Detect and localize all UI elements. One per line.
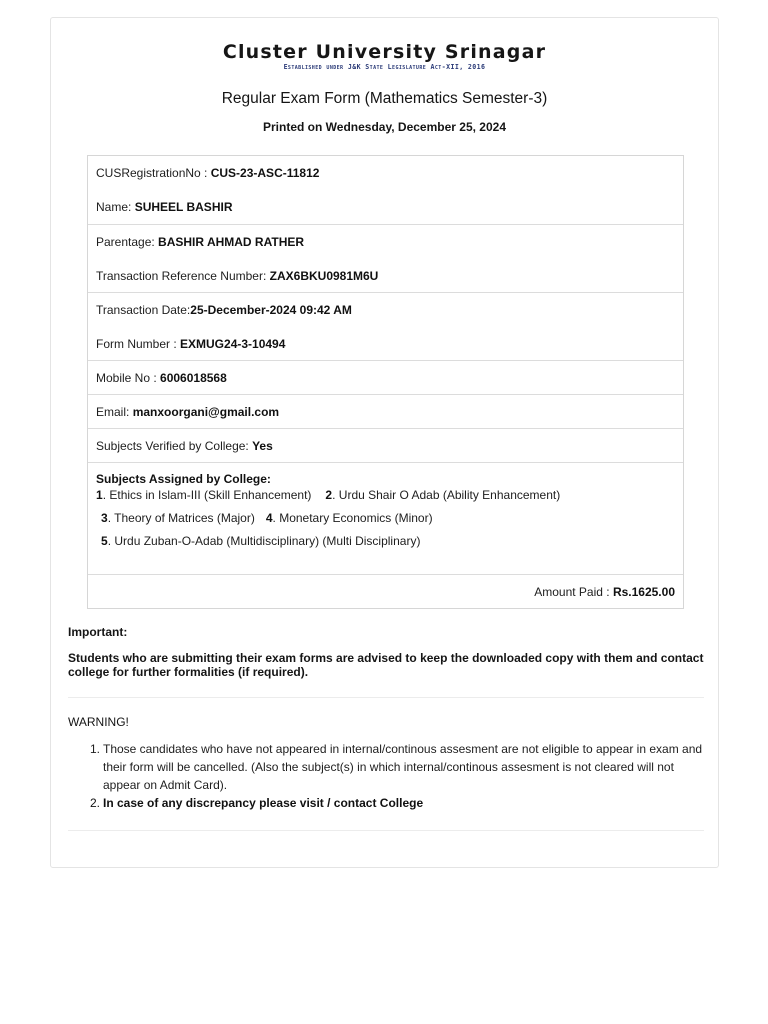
name-field bbox=[96, 199, 675, 215]
subject-item: 5. Urdu Zuban-O-Adab (Multidisciplinary) (Multi Disciplinary) bbox=[101, 534, 421, 548]
mobile-row bbox=[88, 360, 683, 394]
printed-date: Printed on Wednesday, December 25, 2024 bbox=[263, 120, 506, 134]
registration-label: CUSRegistrationNo : bbox=[96, 166, 211, 180]
verified-row bbox=[88, 428, 683, 462]
form-title: Regular Exam Form (Mathematics Semester-3) bbox=[221, 90, 548, 107]
email-row bbox=[88, 394, 683, 428]
form-number-value: EXMUG24-3-10494 bbox=[180, 337, 286, 351]
university-name: Cluster University Srinagar bbox=[222, 41, 547, 63]
subject-item: 4. Monetary Economics (Minor) bbox=[265, 511, 433, 525]
parentage-field bbox=[96, 234, 675, 250]
subjects-line-3 bbox=[96, 533, 675, 550]
subject-item: 1. Ethics in Islam-III (Skill Enhancement) bbox=[96, 488, 312, 502]
amount-label: Amount Paid : bbox=[534, 585, 613, 599]
transaction-ref-label: Transaction Reference Number: bbox=[96, 269, 270, 283]
name-label: Name: bbox=[96, 200, 135, 214]
mobile-value: 6006018568 bbox=[160, 371, 227, 385]
verified-label: Subjects Verified by College: bbox=[96, 439, 253, 453]
email-label: Email: bbox=[96, 405, 133, 419]
transaction-date-label: Transaction Date: bbox=[96, 303, 191, 317]
registration-value: CUS-23-ASC-11812 bbox=[210, 166, 320, 180]
university-logo bbox=[51, 41, 718, 72]
subjects-line-2 bbox=[96, 510, 675, 527]
student-details-table bbox=[87, 155, 684, 609]
warning-list bbox=[90, 740, 703, 812]
email-value: manxoorgani@gmail.com bbox=[132, 405, 280, 419]
parentage-transaction-row bbox=[88, 224, 683, 292]
mobile-label: Mobile No : bbox=[96, 371, 161, 385]
subjects-row bbox=[88, 462, 683, 574]
transaction-ref-field bbox=[96, 268, 675, 284]
parentage-label: Parentage: bbox=[96, 235, 159, 249]
important-notice: Students who are submitting their exam forms are advised to keep the downloaded copy with them and contact college for further formalities (if required). bbox=[68, 651, 704, 679]
amount-value: Rs.1625.00 bbox=[612, 585, 675, 599]
form-number-label: Form Number : bbox=[96, 337, 181, 351]
exam-form-card bbox=[50, 17, 719, 868]
divider bbox=[68, 830, 704, 831]
subject-item: 3. Theory of Matrices (Major) bbox=[101, 511, 255, 525]
transaction-date-field bbox=[96, 302, 675, 318]
establishment-line: Established under J&K State Legislature Act-XII, 2016 bbox=[283, 63, 486, 71]
warning-item: 2. In case of any discrepancy please visit / contact College bbox=[90, 796, 424, 810]
subject-item: 2. Urdu Shair O Adab (Ability Enhancement) bbox=[325, 488, 561, 502]
warning-label: WARNING! bbox=[68, 715, 129, 729]
verified-value: Yes bbox=[252, 439, 273, 453]
registration-field bbox=[96, 165, 675, 181]
warning-item: 1. Those candidates who have not appeared in internal/continous assesment are not eligible to appear in exam and their form will be cancelled. (Also the subject(s) in which internal/continous assesment is not cleared will not appear on Admit Card). bbox=[90, 742, 703, 792]
subjects-line-1 bbox=[96, 487, 675, 504]
subjects-heading: Subjects Assigned by College: bbox=[96, 472, 271, 486]
name-value: SUHEEL BASHIR bbox=[134, 200, 233, 214]
parentage-value: BASHIR AHMAD RATHER bbox=[158, 235, 305, 249]
transaction-date-value: 25-December-2024 09:42 AM bbox=[190, 303, 352, 317]
transaction-ref-value: ZAX6BKU0981M6U bbox=[269, 269, 379, 283]
form-number-field bbox=[96, 336, 675, 352]
registration-name-row bbox=[88, 156, 683, 224]
amount-row bbox=[88, 574, 683, 608]
date-form-row bbox=[88, 292, 683, 360]
important-label: Important: bbox=[68, 625, 128, 639]
divider bbox=[68, 697, 704, 698]
